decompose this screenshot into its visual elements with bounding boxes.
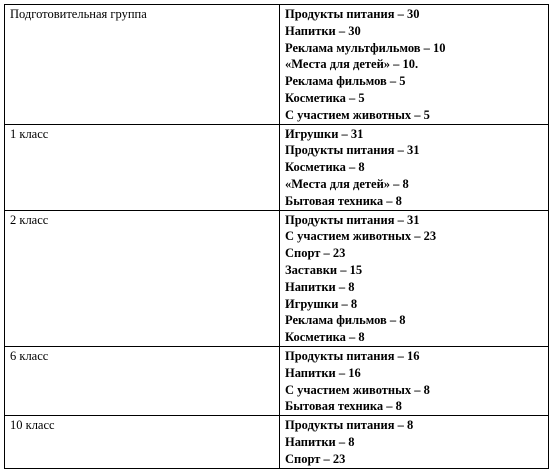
list-item: Косметика – 5: [285, 90, 365, 105]
list-item: «Места для детей» – 10.: [285, 57, 419, 72]
list-item: Продукты питания – 31: [285, 212, 420, 227]
table-row: [5, 416, 549, 468]
list-item: Напитки – 30: [285, 23, 361, 38]
list-item: Продукты питания – 8: [285, 418, 414, 433]
list-item: Напитки – 8: [285, 434, 355, 449]
table-row: [5, 346, 549, 415]
list-item: Бытовая техника – 8: [285, 193, 402, 208]
list-item: Игрушки – 8: [285, 296, 358, 311]
group-cell: 6 класс: [5, 346, 280, 415]
list-item: Реклама фильмов – 8: [285, 313, 406, 328]
list-item: Косметика – 8: [285, 330, 365, 345]
items-cell: [280, 416, 549, 468]
list-item: Продукты питания – 31: [285, 143, 420, 158]
items-cell: [280, 124, 549, 210]
list-item: Косметика – 8: [285, 160, 365, 175]
list-item: Бытовая техника – 8: [285, 399, 402, 414]
list-item: Продукты питания – 16: [285, 348, 420, 363]
items-cell: [280, 5, 549, 125]
survey-table: [4, 4, 549, 469]
items-cell: [280, 210, 549, 346]
list-item: Продукты питания – 30: [285, 7, 420, 21]
table-row: [5, 124, 549, 210]
table-row: [5, 5, 549, 125]
list-item: С участием животных – 8: [285, 382, 430, 397]
list-item: Реклама фильмов – 5: [285, 74, 406, 89]
list-item: Реклама мультфильмов – 10: [285, 40, 446, 55]
list-item: С участием животных – 23: [285, 229, 437, 244]
group-cell: 1 класс: [5, 124, 280, 210]
group-cell: 10 класс: [5, 416, 280, 468]
list-item: Напитки – 8: [285, 279, 355, 294]
items-cell: [280, 346, 549, 415]
list-item: Спорт – 23: [285, 246, 346, 261]
list-item: «Места для детей» – 8: [285, 176, 409, 191]
group-cell: 2 класс: [5, 210, 280, 346]
list-item: Спорт – 23: [285, 451, 346, 466]
table-row: [5, 210, 549, 346]
list-item: Напитки – 16: [285, 365, 361, 380]
list-item: Заставки – 15: [285, 262, 363, 277]
list-item: Игрушки – 31: [285, 126, 364, 141]
list-item: С участием животных – 5: [285, 107, 430, 122]
group-cell: Подготовительная группа: [5, 5, 280, 125]
